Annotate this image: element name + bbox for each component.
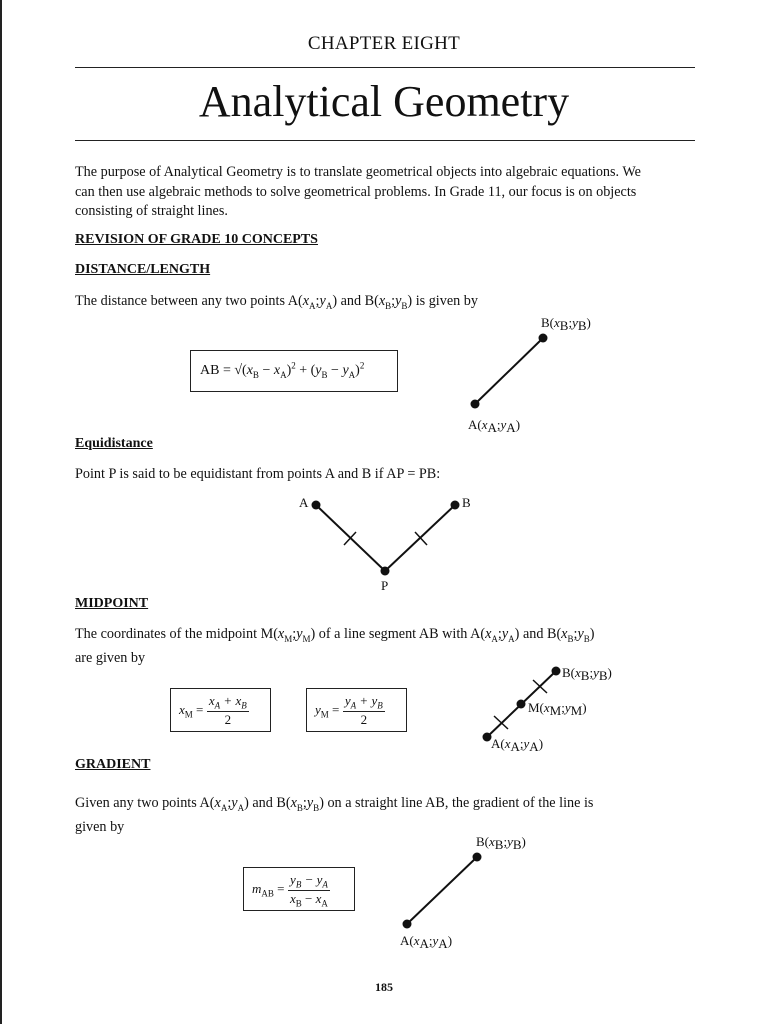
midpoint-text-line-2: are given by: [75, 650, 146, 667]
distance-formula: AB = $√(x_B - x_A)^2 + (y_B - y_A)^2$: [200, 360, 365, 380]
equidistance-heading: Equidistance: [75, 436, 153, 451]
mid-label-a: A(xA;yA): [491, 736, 544, 754]
mid-point-m: [517, 700, 526, 709]
midpoint-x-formula-box: $x_M$ = $\frac{x_A + x_B}{2}$: [170, 688, 271, 732]
gradient-segment: [407, 857, 477, 924]
midpoint-y-formula-box: $y_M$ = $\frac{y_A + y_B}{2}$: [306, 688, 407, 732]
equidistance-diagram: [299, 495, 471, 593]
equi-label-b: B: [462, 495, 471, 510]
distance-point-a: [471, 400, 480, 409]
page-title: Analytical Geometry: [198, 77, 570, 126]
distance-text: The distance between any two points $A(x_A;y_A)$ and $B(x_B;y_B)$ is given by: [75, 293, 478, 311]
midpoint-heading: MIDPOINT: [75, 596, 149, 611]
grad-point-a: [403, 920, 412, 929]
gradient-text-line-2: given by: [75, 819, 125, 836]
equi-point-a: [312, 501, 321, 510]
page-number: 185: [375, 980, 393, 994]
equi-label-p: P: [381, 578, 389, 593]
revision-heading: REVISION OF GRADE 10 CONCEPTS: [75, 232, 318, 247]
distance-label-a: A(xA;yA): [468, 417, 521, 435]
distance-heading: DISTANCE/LENGTH: [75, 262, 211, 277]
chapter-label: CHAPTER EIGHT: [307, 33, 461, 54]
midpoint-diagram: [483, 665, 612, 754]
intro-line-1: The purpose of Analytical Geometry is to translate geometrical objects into algebraic equations. We: [75, 164, 641, 180]
intro-line-3: consisting of straight lines.: [75, 203, 228, 219]
mid-label-b: B(xB;yB): [562, 665, 612, 683]
distance-point-b: [539, 334, 548, 343]
equidistance-text: Point P is said to be equidistant from points A and B if AP = PB:: [75, 466, 441, 482]
grad-point-b: [473, 853, 482, 862]
equi-point-b: [451, 501, 460, 510]
mid-label-m: M(xM;yM): [528, 700, 587, 718]
intro-line-2: can then use algebraic methods to solve geometrical problems. In Grade 11, our focus is on objects: [75, 183, 637, 200]
distance-label-b: B(xB;yB): [541, 315, 591, 333]
distance-diagram: [468, 315, 591, 435]
equi-label-a: A: [299, 495, 309, 510]
equi-point-p: [381, 567, 390, 576]
grad-label-b: B(xB;yB): [476, 834, 526, 852]
distance-segment: [475, 338, 543, 404]
gradient-heading: GRADIENT: [75, 757, 151, 772]
grad-label-a: A(xA;yA): [400, 933, 453, 951]
gradient-text: Given any two points $A(x_A;y_A)$ and $B(x_B;y_B)$ on a straight line AB, the gradient of the line is given by: [75, 794, 695, 838]
mid-point-b: [552, 667, 561, 676]
midpoint-text: The coordinates of the midpoint $M(x_M;y_M)$ of a line segment AB with $A(x_A;y_A)$ and $B(x_B;y_B)$ are given by: [75, 625, 695, 669]
gradient-diagram: [400, 834, 526, 951]
gradient-formula-box: $m_{AB}$ = $\frac{y_B - y_A}{x_B - x_A}$: [243, 867, 355, 911]
